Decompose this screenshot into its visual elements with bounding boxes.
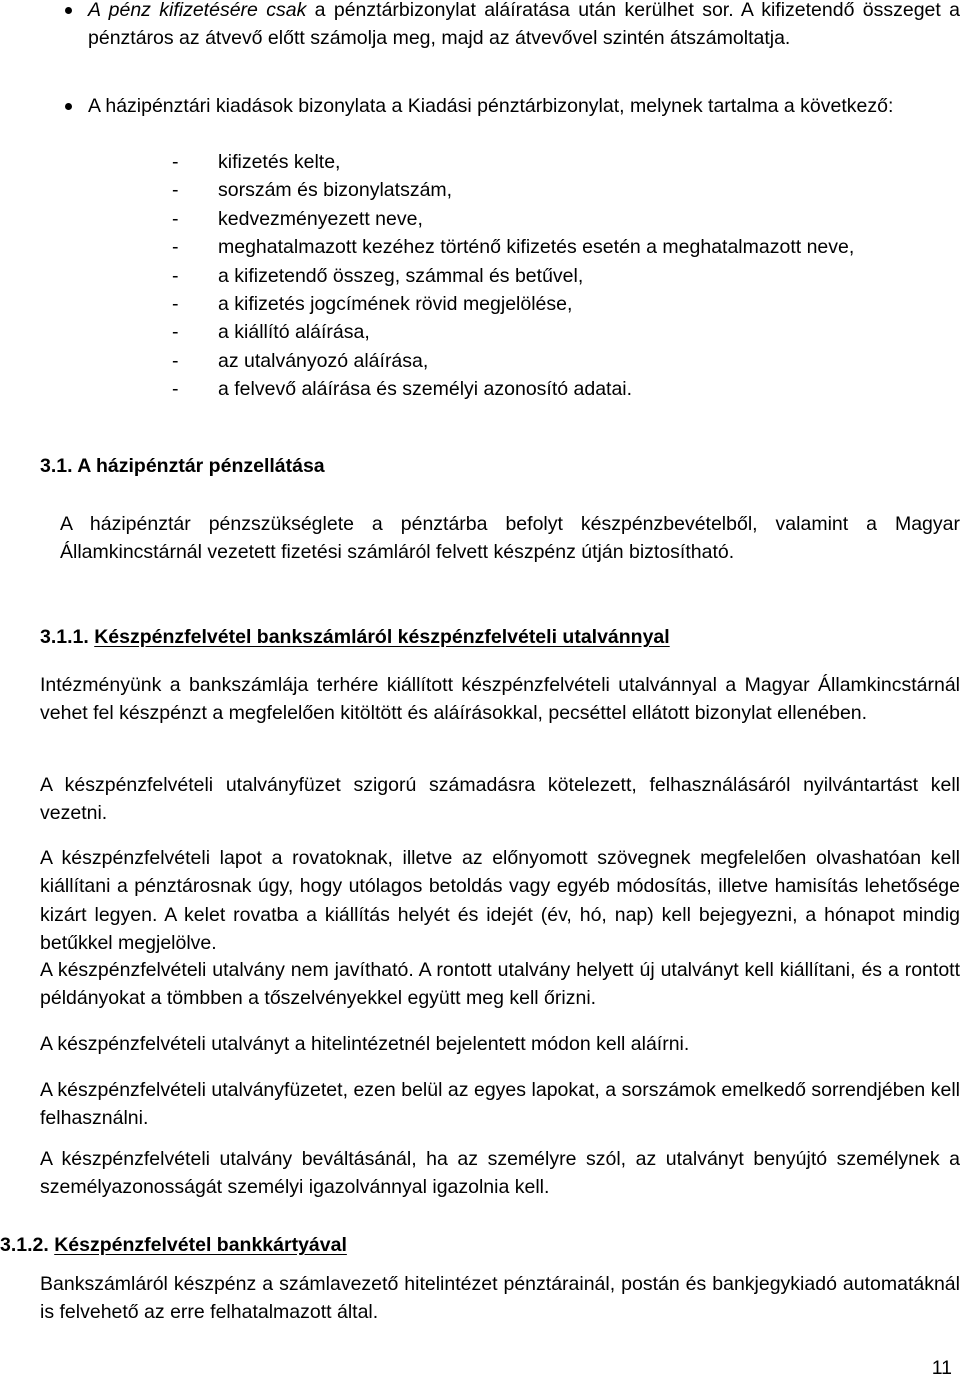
paragraph: A készpénzfelvételi utalványfüzet szigorú számadásra kötelezett, felhasználásáról nyilvántartást kell vezetni. bbox=[40, 774, 960, 825]
page-number: 11 bbox=[931, 1357, 952, 1379]
bullet-item-2 bbox=[60, 92, 960, 120]
section-heading-3-1-2 bbox=[0, 1231, 347, 1259]
section-number: 3.1.1. bbox=[40, 626, 89, 648]
list-item: - a kifizetendő összeg, számmal és betűvel, bbox=[172, 264, 584, 287]
paragraph: A készpénzfelvételi utalványfüzetet, ezen belül az egyes lapokat, a sorszámok emelkedő sorrendjében kell felhasználni. bbox=[40, 1079, 960, 1130]
bullet-text: A házipénztári kiadások bizonylata a Kiadási pénztárbizonylat, melynek tartalma a következő: bbox=[88, 95, 894, 117]
list-item: - kifizetés kelte, bbox=[172, 151, 341, 173]
bullet-rest-text: a pénztárbizonylat aláíratása után kerülhet sor. A kifizetendő összeget a pénztáros az átvevő előtt számolja meg, majd az átvevővel szintén átszámoltatja. bbox=[88, 0, 960, 50]
list-item: - a felvevő aláírása és személyi azonosító adatai. bbox=[172, 378, 633, 401]
list-item: - meghatalmazott kezéhez történő kifizetés esetén a meghatalmazott neve, bbox=[172, 236, 855, 259]
list-item: - a kifizetés jogcímének rövid megjelölése, bbox=[172, 293, 573, 316]
paragraph: Bankszámláról készpénz a számlavezető hitelintézet pénztárainál, postán és bankjegykiadó automatáknál is felvehető az erre felhatalmazott által. bbox=[40, 1273, 960, 1324]
list-item: - sorszám és bizonylatszám, bbox=[172, 179, 453, 202]
section-title: Készpénzfelvétel bankkártyával bbox=[54, 1234, 347, 1256]
list-item: - kedvezményezett neve, bbox=[172, 207, 423, 230]
paragraph: Intézményünk a bankszámlája terhére kiállított készpénzfelvételi utalvánnyal a Magyar Államkincstárnál vehet fel készpénzt a megfelelően kitöltött és aláírásokkal, pecséttel ellátott bizonylat ellenében. bbox=[40, 674, 960, 725]
paragraph: A készpénzfelvételi utalvány beváltásánál, ha az személyre szól, az utalványt benyújtó személynek a személyazonosságát személyi igazolvánnyal igazolnia kell. bbox=[40, 1148, 960, 1199]
list-item: - a kiállító aláírása, bbox=[172, 321, 370, 344]
list-item: - az utalványozó aláírása, bbox=[172, 349, 429, 372]
paragraph: A készpénzfelvételi lapot a rovatoknak, illetve az előnyomott szövegnek megfelelően olvashatóan kell kiállítani a pénztárosnak úgy, hogy utólagos betoldás vagy egyéb módosítás, illetve hamisítás lehetősége kizárt legyen. A kelet rovatba a kiállítás helyét és idejét (év, hó, nap) kell bejegyezni, a hónapot mindig betűkkel megjelölve. bbox=[40, 847, 960, 955]
section-title: Készpénzfelvétel bankszámláról készpénzfelvételi utalvánnyal bbox=[94, 626, 670, 648]
bullet-italic-text: A pénz kifizetésére csak bbox=[88, 0, 307, 21]
section-heading-3-1: 3.1. A házipénztár pénzellátása bbox=[40, 455, 325, 477]
bullet-item-1 bbox=[60, 0, 960, 53]
paragraph: A készpénzfelvételi utalványt a hitelintézetnél bejelentett módon kell aláírni. bbox=[40, 1033, 690, 1055]
paragraph: A házipénztár pénzszükséglete a pénztárba befolyt készpénzbevételből, valamint a Magyar Államkincstárnál vezetett fizetési számláról felvett készpénz útján biztosítható. bbox=[60, 513, 960, 564]
bullet-text bbox=[60, 0, 960, 53]
section-heading-3-1-1 bbox=[40, 623, 670, 651]
paragraph: A készpénzfelvételi utalvány nem javítható. A rontott utalvány helyett új utalványt kell kiállítani, és a rontott példányokat a tömbben a tőszelvényekkel együtt meg kell őrizni. bbox=[40, 959, 960, 1010]
content-list bbox=[172, 148, 952, 404]
section-number: 3.1.2. bbox=[0, 1234, 49, 1256]
